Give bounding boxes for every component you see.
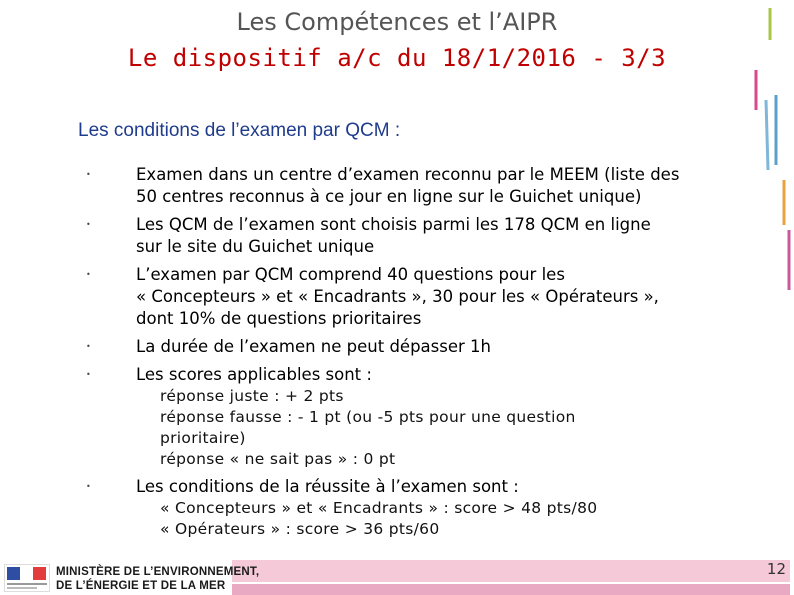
- page-number: 12: [766, 560, 786, 578]
- conditions-list: [84, 164, 684, 546]
- list-item: [84, 264, 684, 330]
- ministry-name: [56, 565, 259, 593]
- sub-item-text: « Concepteurs » et « Encadrants » : score > 48 pts/80: [160, 499, 598, 517]
- list-item-text: Les QCM de l’examen sont choisis parmi les 178 QCM en ligne: [136, 215, 651, 234]
- list-item-text: Les conditions de la réussite à l’examen sont :: [136, 477, 519, 496]
- sub-item-text: « Opérateurs » : score > 36 pts/60: [160, 520, 440, 538]
- list-item-text: La durée de l’examen ne peut dépasser 1h: [136, 337, 491, 356]
- footer-band-lower: [232, 584, 790, 595]
- sub-item-text: réponse juste : + 2 pts: [160, 387, 344, 405]
- republic-logo: [4, 564, 50, 592]
- ministry-name-line2: DE L’ÉNERGIE ET DE LA MER: [56, 580, 226, 592]
- list-item: [84, 214, 684, 258]
- decorative-lines-graphic: [744, 0, 794, 300]
- list-item: [84, 336, 684, 358]
- sub-item-text: réponse « ne sait pas » : 0 pt: [160, 450, 396, 468]
- list-item: [84, 364, 684, 470]
- list-item-text: sur le site du Guichet unique: [136, 237, 375, 256]
- list-item: [84, 164, 684, 208]
- list-item-text: 50 centres reconnus à ce jour en ligne sur le Guichet unique): [136, 187, 642, 206]
- bullet-icon: •: [86, 220, 91, 229]
- ministry-name-line1: MINISTÈRE DE L’ENVIRONNEMENT,: [56, 566, 260, 578]
- list-item-text: Examen dans un centre d’examen reconnu par le MEEM (liste des: [136, 165, 680, 184]
- slide-subtitle: Le dispositif a/c du 18/1/2016 - 3/3: [127, 44, 667, 72]
- bullet-icon: •: [86, 342, 91, 351]
- bullet-icon: •: [86, 370, 91, 379]
- bullet-icon: •: [86, 270, 91, 279]
- footer-band: [232, 560, 790, 582]
- sub-item-text: réponse fausse : - 1 pt (ou -5 pts pour une question: [160, 408, 576, 426]
- list-item-text: « Concepteurs » et « Encadrants », 30 pour les « Opérateurs »,: [136, 287, 659, 306]
- list-item-text: L’examen par QCM comprend 40 questions pour les: [136, 265, 565, 284]
- list-item-text: dont 10% de questions prioritaires: [136, 309, 422, 328]
- intro-heading: Les conditions de l’examen par QCM :: [78, 120, 401, 141]
- bullet-icon: •: [86, 482, 91, 491]
- list-item-text: Les scores applicables sont :: [136, 365, 372, 384]
- bullet-icon: •: [86, 170, 91, 179]
- slide-title: Les Compétences et l’AIPR: [236, 8, 558, 36]
- list-item: [84, 476, 684, 540]
- sub-item-text: prioritaire): [160, 429, 246, 447]
